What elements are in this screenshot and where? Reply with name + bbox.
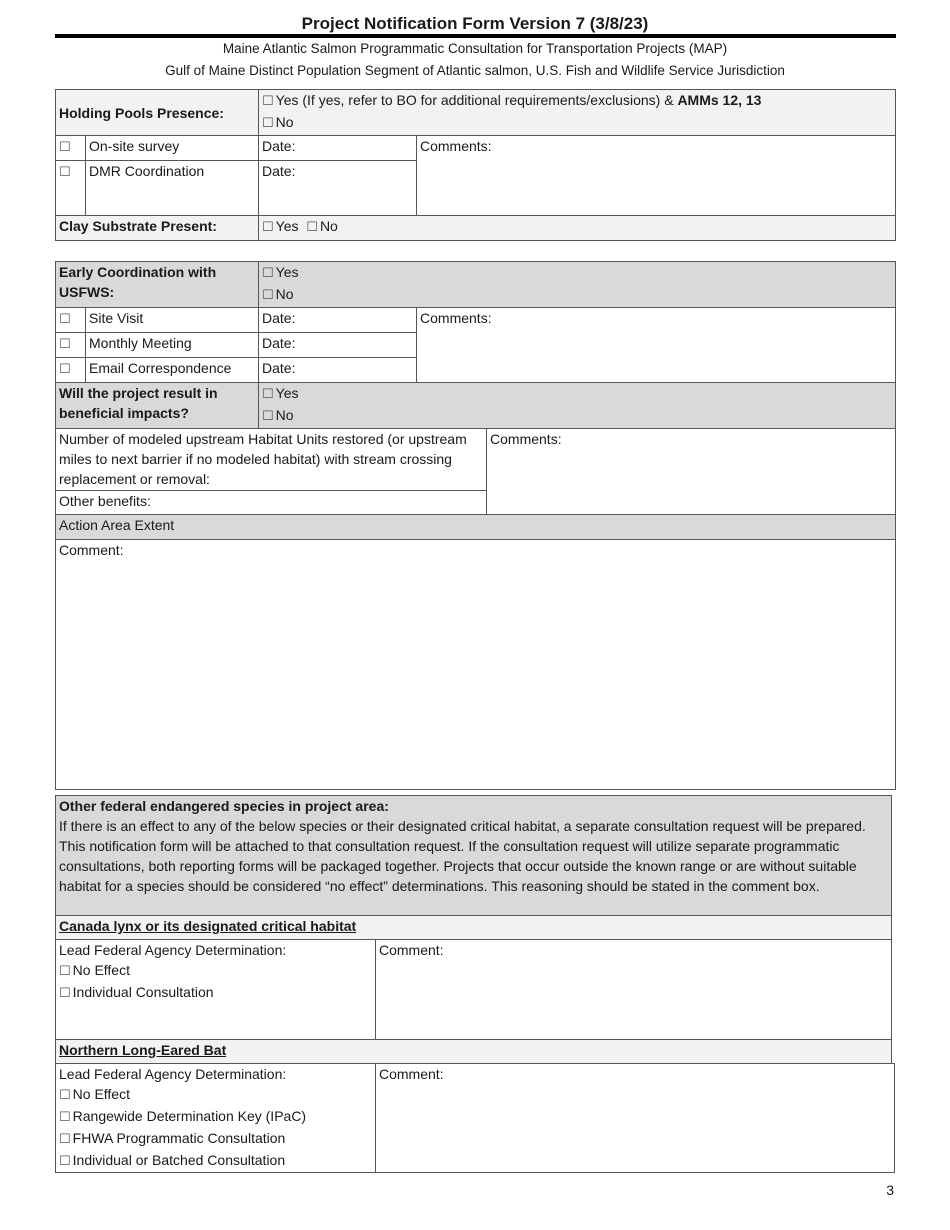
- monthly-label: Monthly Meeting: [86, 333, 259, 358]
- checkbox-icon[interactable]: ☐: [262, 288, 274, 303]
- holding-pools-table: [55, 89, 896, 241]
- lynx-heading: Canada lynx or its designated critical habitat: [56, 916, 892, 940]
- early-no: No: [275, 286, 294, 302]
- lynx-no-effect: No Effect: [72, 962, 130, 978]
- dmr-label: DMR Coordination: [86, 161, 259, 216]
- lynx-determination: [56, 940, 376, 1040]
- checkbox-icon[interactable]: ☐: [59, 312, 71, 327]
- onsite-checkbox-cell: [56, 136, 86, 161]
- clay-no: No: [319, 218, 338, 234]
- checkbox-icon[interactable]: ☐: [59, 1110, 71, 1125]
- benefit-no: No: [275, 407, 294, 423]
- holding-yes-text: Yes (If yes, refer to BO for additional requirements/exclusions) &: [275, 92, 678, 108]
- species-intro: [56, 796, 892, 916]
- page-number: 3: [886, 1182, 894, 1198]
- bat-no-effect: No Effect: [72, 1086, 130, 1102]
- holding-amms: AMMs 12, 13: [677, 92, 762, 108]
- checkbox-icon[interactable]: ☐: [262, 116, 274, 131]
- species-body: If there is an effect to any of the below species or their designated critical habitat, a separate consultation request will be prepared. This notification form will be attached to that consultation request. If the consultation request will utilize separate programmatic consultations, both reporting forms will be packaged together. Projects that occur outside the known range or are without suitable habitat for a species should be considered “no effect” determinations. This reasoning should be stated in the comment box.: [59, 818, 866, 894]
- site-visit-label: Site Visit: [86, 308, 259, 333]
- holding-comments[interactable]: Comments:: [417, 136, 896, 216]
- early-comments[interactable]: Comments:: [417, 308, 896, 383]
- early-coordination-label: Early Coordination with USFWS:: [56, 262, 259, 308]
- checkbox-icon[interactable]: ☐: [59, 140, 71, 155]
- bat-heading: Northern Long-Eared Bat: [56, 1040, 892, 1064]
- species-heading: Other federal endangered species in project area:: [59, 798, 389, 814]
- action-area-comment[interactable]: Comment:: [56, 540, 896, 790]
- holding-pools-options: [259, 90, 896, 136]
- bat-rangewide: Rangewide Determination Key (IPaC): [72, 1108, 307, 1124]
- holding-no-text: No: [275, 114, 294, 130]
- subtitle-1: Maine Atlantic Salmon Programmatic Consultation for Transportation Projects (MAP): [222, 41, 728, 56]
- checkbox-icon[interactable]: ☐: [262, 220, 274, 235]
- onsite-date[interactable]: Date:: [259, 136, 417, 161]
- clay-yes: Yes: [275, 218, 299, 234]
- title-rule: [55, 34, 896, 38]
- lynx-comment[interactable]: Comment:: [376, 940, 892, 1040]
- other-benefits[interactable]: Other benefits:: [56, 491, 487, 515]
- checkbox-icon[interactable]: ☐: [262, 94, 274, 109]
- monthly-checkbox-cell: [56, 333, 86, 358]
- benefit-yes: Yes: [275, 385, 299, 401]
- email-checkbox-cell: [56, 358, 86, 383]
- lynx-lead-det: Lead Federal Agency Determination:: [59, 942, 287, 958]
- checkbox-icon[interactable]: ☐: [59, 1132, 71, 1147]
- bat-comment[interactable]: Comment:: [376, 1064, 895, 1173]
- checkbox-icon[interactable]: ☐: [59, 362, 71, 377]
- benefit-label: Will the project result in beneficial impacts?: [56, 383, 259, 429]
- email-label: Email Correspondence: [86, 358, 259, 383]
- checkbox-icon[interactable]: ☐: [59, 964, 71, 979]
- early-yes: Yes: [275, 264, 299, 280]
- bat-table: [55, 1063, 895, 1173]
- checkbox-icon[interactable]: ☐: [59, 1088, 71, 1103]
- site-visit-date[interactable]: Date:: [259, 308, 417, 333]
- dmr-checkbox-cell: [56, 161, 86, 216]
- benefit-comments[interactable]: Comments:: [487, 429, 896, 515]
- checkbox-icon[interactable]: ☐: [306, 220, 318, 235]
- bat-determination: [56, 1064, 376, 1173]
- onsite-label: On-site survey: [86, 136, 259, 161]
- action-area-heading: Action Area Extent: [56, 515, 896, 540]
- clay-label: Clay Substrate Present:: [56, 216, 259, 241]
- monthly-date[interactable]: Date:: [259, 333, 417, 358]
- subtitle-2: Gulf of Maine Distinct Population Segment of Atlantic salmon, U.S. Fish and Wildlife Service Jurisdiction: [165, 63, 785, 78]
- coordination-table: [55, 261, 896, 790]
- checkbox-icon[interactable]: ☐: [59, 986, 71, 1001]
- checkbox-icon[interactable]: ☐: [59, 1154, 71, 1169]
- habitat-units-text[interactable]: Number of modeled upstream Habitat Units restored (or upstream miles to next barrier if no modeled habitat) with stream crossing replacement or removal:: [56, 429, 487, 491]
- bat-lead-det: Lead Federal Agency Determination:: [59, 1066, 287, 1082]
- dmr-date[interactable]: Date:: [259, 161, 417, 216]
- checkbox-icon[interactable]: ☐: [59, 165, 71, 180]
- checkbox-icon[interactable]: ☐: [262, 266, 274, 281]
- checkbox-icon[interactable]: ☐: [262, 387, 274, 402]
- holding-pools-label: Holding Pools Presence:: [56, 90, 259, 136]
- clay-options: [259, 216, 896, 241]
- checkbox-icon[interactable]: ☐: [59, 337, 71, 352]
- site-visit-checkbox-cell: [56, 308, 86, 333]
- bat-batched: Individual or Batched Consultation: [72, 1152, 286, 1168]
- lynx-individual: Individual Consultation: [72, 984, 214, 1000]
- bat-fhwa: FHWA Programmatic Consultation: [72, 1130, 286, 1146]
- early-coordination-options: [259, 262, 896, 308]
- page-title: Project Notification Form Version 7 (3/8/23): [301, 14, 649, 33]
- species-table: [55, 795, 892, 1064]
- checkbox-icon[interactable]: ☐: [262, 409, 274, 424]
- benefit-options: [259, 383, 896, 429]
- email-date[interactable]: Date:: [259, 358, 417, 383]
